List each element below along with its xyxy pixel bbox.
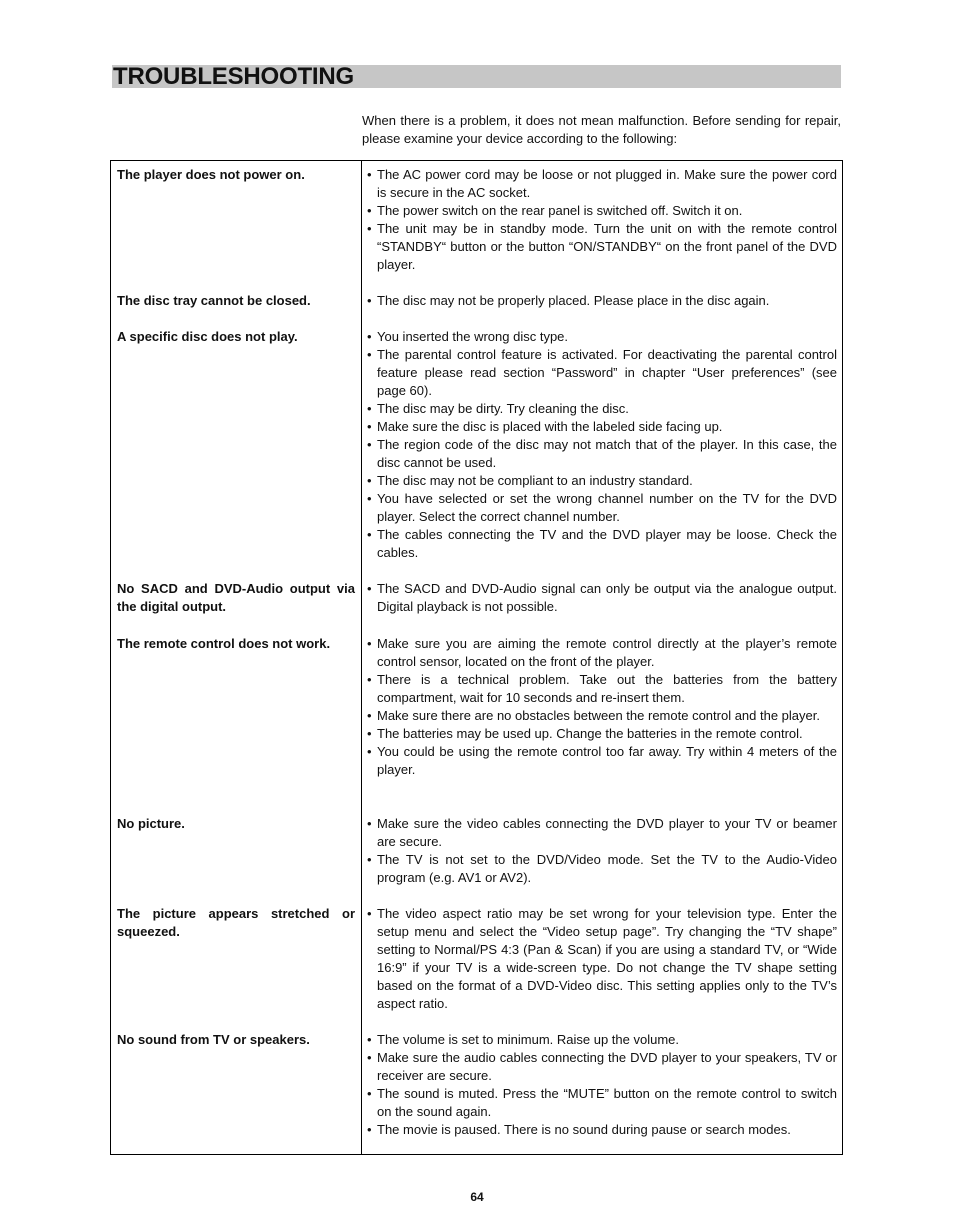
solution-item: • You inserted the wrong disc type. bbox=[367, 328, 837, 346]
solution-item: • The sound is muted. Press the “MUTE” button on the remote control to switch on the sound again. bbox=[367, 1085, 837, 1121]
problem-label: A specific disc does not play. bbox=[117, 329, 298, 344]
solution-item: • The cables connecting the TV and the DVD player may be loose. Check the cables. bbox=[367, 526, 837, 562]
solution-item: • The volume is set to minimum. Raise up the volume. bbox=[367, 1031, 837, 1049]
troubleshooting-table bbox=[110, 160, 843, 1155]
solution-item: • You have selected or set the wrong channel number on the TV for the DVD player. Select the correct channel number. bbox=[367, 490, 837, 526]
solution-list bbox=[367, 292, 837, 310]
problem-label: No picture. bbox=[117, 816, 185, 831]
solution-item: • Make sure you are aiming the remote control directly at the player’s remote control sensor, located on the front of the player. bbox=[367, 635, 837, 671]
solution-list bbox=[367, 905, 837, 1013]
solution-item: • Make sure the video cables connecting the DVD player to your TV or beamer are secure. bbox=[367, 815, 837, 851]
intro-paragraph: When there is a problem, it does not mean malfunction. Before sending for repair, please examine your device according to the following: bbox=[362, 113, 841, 146]
problem-label: The disc tray cannot be closed. bbox=[117, 293, 311, 308]
problem-label: The player does not power on. bbox=[117, 167, 305, 182]
problem-label: The picture appears stretched or squeezed. bbox=[117, 906, 355, 939]
solution-item: • The power switch on the rear panel is switched off. Switch it on. bbox=[367, 202, 837, 220]
problem-label: No SACD and DVD-Audio output via the digital output. bbox=[117, 581, 355, 614]
problem-label: No sound from TV or speakers. bbox=[117, 1032, 310, 1047]
solution-item: • The batteries may be used up. Change the batteries in the remote control. bbox=[367, 725, 837, 743]
page-number: 64 bbox=[470, 1190, 484, 1204]
solution-list bbox=[367, 328, 837, 562]
solution-item: • The video aspect ratio may be set wrong for your television type. Enter the setup menu and select the “Video setup page”. Try changing the “TV shape” setting to Normal/PS 4:3 (Pan & Scan) if you are using a standard TV, or “Wide 16:9” if your TV is a wide-screen type. Do not change the TV shape setting based on the format of a DVD-Video disc. This setting applies only to the TV’s aspect ratio. bbox=[367, 905, 837, 1013]
solution-item: • The unit may be in standby mode. Turn the unit on with the remote control “STANDBY“ button or the button “ON/STANDBY“ on the front panel of the DVD player. bbox=[367, 220, 837, 274]
solution-item: • You could be using the remote control too far away. Try within 4 meters of the player. bbox=[367, 743, 837, 779]
solution-item: • The SACD and DVD-Audio signal can only be output via the analogue output. Digital playback is not possible. bbox=[367, 580, 837, 616]
solution-list bbox=[367, 580, 837, 616]
solution-item: • The parental control feature is activated. For deactivating the parental control feature please read section “Password” in chapter “User preferences” (see page 60). bbox=[367, 346, 837, 400]
solution-item: • The TV is not set to the DVD/Video mode. Set the TV to the Audio-Video program (e.g. AV1 or AV2). bbox=[367, 851, 837, 887]
solution-list bbox=[367, 815, 837, 887]
solution-item: • The movie is paused. There is no sound during pause or search modes. bbox=[367, 1121, 837, 1139]
solution-item: • Make sure there are no obstacles between the remote control and the player. bbox=[367, 707, 837, 725]
solution-item: • The region code of the disc may not match that of the player. In this case, the disc cannot be used. bbox=[367, 436, 837, 472]
page-title: TROUBLESHOOTING bbox=[113, 63, 354, 90]
solution-item: • Make sure the disc is placed with the labeled side facing up. bbox=[367, 418, 837, 436]
solution-list bbox=[367, 166, 837, 274]
solution-item: • The AC power cord may be loose or not plugged in. Make sure the power cord is secure in the AC socket. bbox=[367, 166, 837, 202]
solution-item: • The disc may be dirty. Try cleaning the disc. bbox=[367, 400, 837, 418]
solution-item: • There is a technical problem. Take out the batteries from the battery compartment, wait for 10 seconds and re-insert them. bbox=[367, 671, 837, 707]
column-divider bbox=[361, 161, 362, 1154]
solution-item: • The disc may not be properly placed. Please place in the disc again. bbox=[367, 292, 837, 310]
solution-list bbox=[367, 635, 837, 779]
problem-label: The remote control does not work. bbox=[117, 636, 331, 651]
solution-item: • Make sure the audio cables connecting the DVD player to your speakers, TV or receiver are secure. bbox=[367, 1049, 837, 1085]
solution-list bbox=[367, 1031, 837, 1139]
solution-item: • The disc may not be compliant to an industry standard. bbox=[367, 472, 837, 490]
